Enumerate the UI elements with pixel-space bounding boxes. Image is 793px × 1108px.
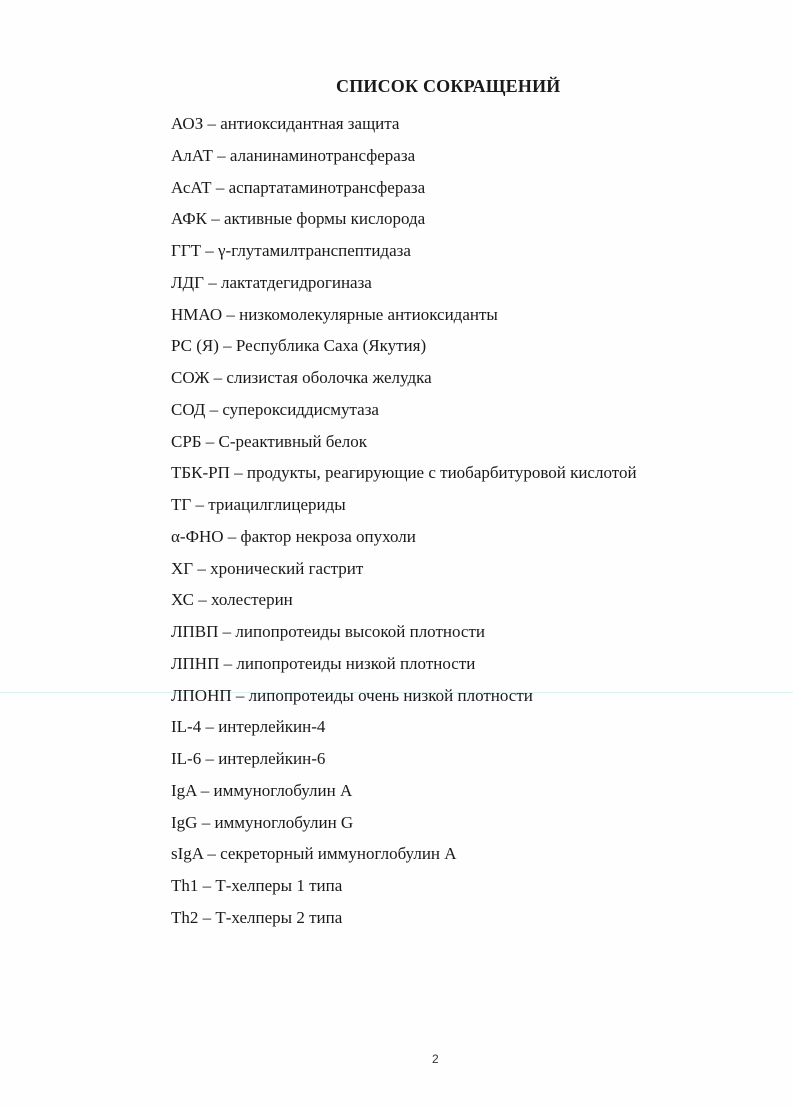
abbreviation-item: α-ФНО – фактор некроза опухоли [171, 526, 416, 546]
abbreviation-item: ХС – холестерин [171, 590, 293, 610]
abbreviation-item: АФК – активные формы кислорода [171, 209, 426, 229]
abbreviation-item: ЛПВП – липопротеиды высокой плотности [171, 622, 485, 641]
abbreviation-item: ТБК-РП – продукты, реагирующие с тиобарбитуровой кислотой [171, 463, 637, 483]
abbreviation-item: АОЗ – антиоксидантная защита [171, 114, 400, 133]
abbreviation-item: ГГТ – γ-глутамилтранспептидаза [171, 241, 411, 260]
abbreviation-item: sIgA – секреторный иммуноглобулин А [171, 844, 457, 864]
abbreviation-item: СОД – супероксиддисмутаза [171, 399, 379, 419]
abbreviation-item: Th2 – Т-хелперы 2 типа [171, 907, 343, 927]
abbreviation-item: АсАТ – аспартатаминотрансфераза [171, 177, 426, 197]
abbreviation-item: РС (Я) – Республика Саха (Якутия) [171, 336, 427, 356]
abbreviation-item: СОЖ – слизистая оболочка желудка [171, 368, 432, 387]
abbreviation-item: ЛПОНП – липопротеиды очень низкой плотности [171, 685, 533, 705]
page-title: СПИСОК СОКРАЩЕНИЙ [336, 76, 561, 96]
abbreviation-item: СРБ – С-реактивный белок [171, 431, 368, 451]
abbreviation-item: IL-6 – интерлейкин-6 [171, 749, 326, 768]
abbreviation-list [171, 108, 771, 934]
abbreviation-item: IgA – иммуноглобулин А [171, 780, 353, 800]
abbreviation-item: ТГ – триацилглицериды [171, 495, 346, 514]
abbreviation-item: ХГ – хронический гастрит [171, 558, 364, 578]
abbreviation-item: IL-4 – интерлейкин-4 [171, 717, 326, 737]
abbreviation-item: ЛПНП – липопротеиды низкой плотности [171, 653, 476, 673]
abbreviation-item: IgG – иммуноглобулин G [171, 812, 354, 832]
abbreviation-item: Th1 – Т-хелперы 1 типа [171, 876, 343, 895]
abbreviation-item: НМАО – низкомолекулярные антиоксиданты [171, 304, 498, 324]
abbreviation-item: ЛДГ – лактатдегидрогиназа [171, 272, 372, 292]
page-number: 2 [432, 1052, 439, 1066]
abbreviation-item: АлАТ – аланинаминотрансфераза [171, 145, 416, 165]
